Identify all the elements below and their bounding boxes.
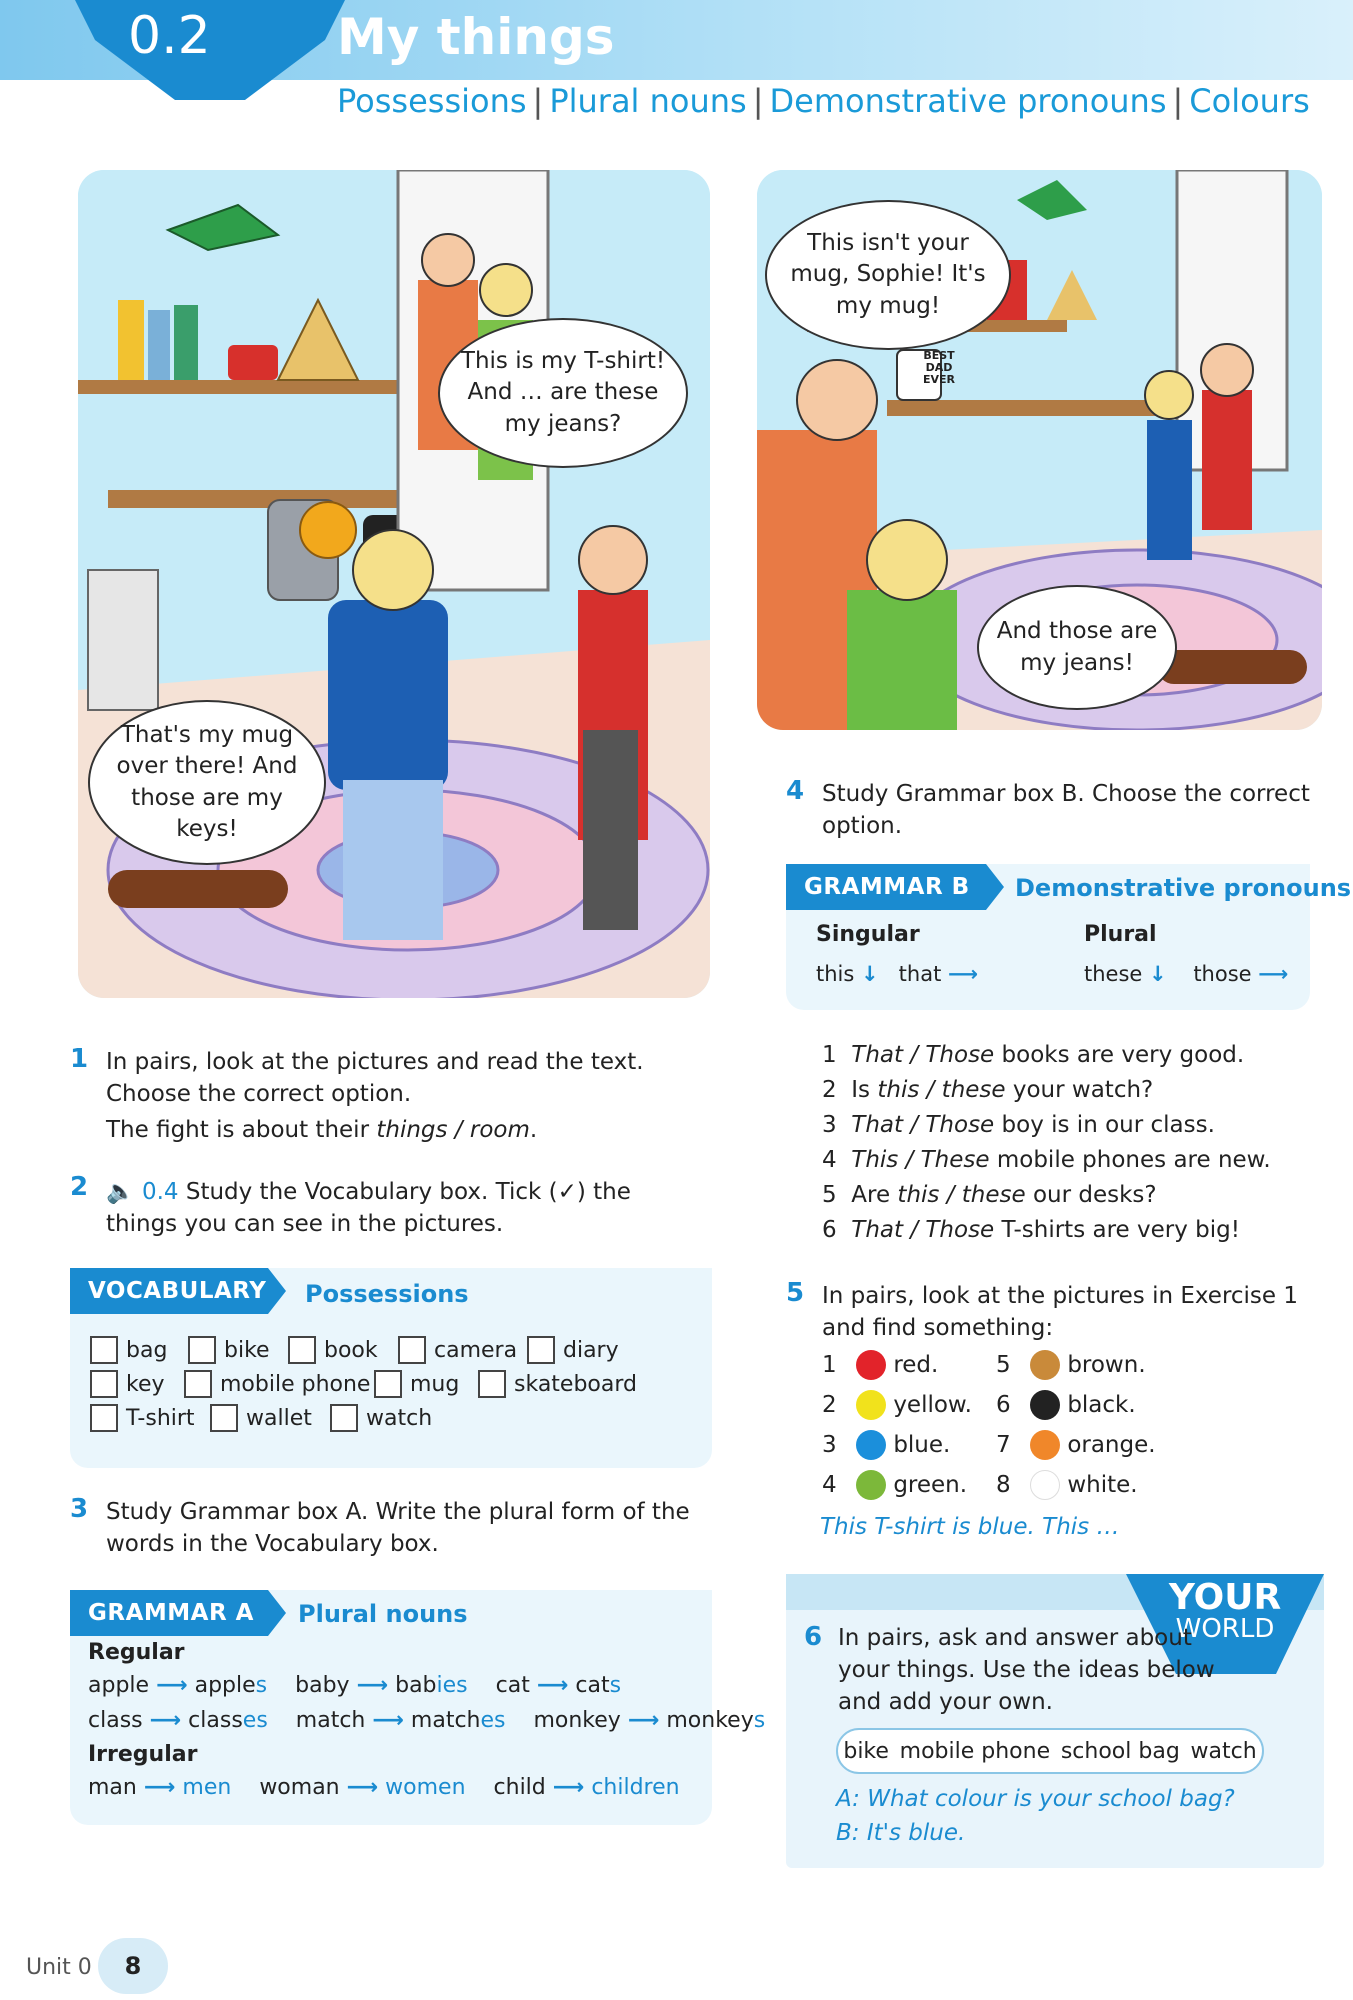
colour-item-black: 6 black. xyxy=(996,1392,1136,1418)
exercise-number: 5 xyxy=(786,1278,805,1308)
exercise-4-item-5: 5 Are this / these our desks? xyxy=(822,1182,1157,1208)
exercise-6-instruction: In pairs, ask and answer about your things. Use the ideas below and add your own. xyxy=(838,1625,1215,1715)
colour-item-orange: 7 orange. xyxy=(996,1432,1156,1458)
singular-forms: this ↓ that ⟶ xyxy=(816,962,979,986)
checkbox[interactable] xyxy=(210,1404,238,1432)
speech-bubble-tshirt: This is my T-shirt! And … are these my jeans? xyxy=(438,318,688,468)
colour-item-green: 4 green. xyxy=(822,1472,968,1498)
label-arrow xyxy=(986,864,1004,910)
answer-option[interactable]: things / room xyxy=(376,1117,530,1143)
grammar-b-title: Demonstrative pronouns xyxy=(1015,874,1352,902)
exercise-4-item-1: 1 That / Those books are very good. xyxy=(822,1042,1245,1068)
plural-label: Plural xyxy=(1084,922,1157,947)
exercise-number: 4 xyxy=(786,776,805,806)
colour-swatch xyxy=(856,1470,886,1500)
colour-swatch xyxy=(856,1390,886,1420)
colour-item-blue: 3 blue. xyxy=(822,1432,951,1458)
topic: Plural nouns xyxy=(549,82,747,120)
vocabulary-label: VOCABULARY xyxy=(70,1268,268,1314)
topic: Demonstrative pronouns xyxy=(769,82,1167,120)
plural-forms: these ↓ those ⟶ xyxy=(1084,962,1289,986)
regular-row-2: class ⟶ classes match ⟶ matches monkey ⟶ monkeys xyxy=(88,1708,766,1733)
instruction-text: Study the Vocabulary box. Tick (✓) the things you can see in the pictures. xyxy=(106,1179,631,1237)
vocab-item-wallet[interactable]: wallet xyxy=(210,1404,312,1432)
vocab-item-mug[interactable]: mug xyxy=(374,1370,459,1398)
vocab-item-mobile-phone[interactable]: mobile phone xyxy=(184,1370,370,1398)
vocab-item-skateboard[interactable]: skateboard xyxy=(478,1370,637,1398)
bedroom-scene-left xyxy=(78,170,710,998)
speech-bubble-mug-keys: That's my mug over there! And those are my keys! xyxy=(88,700,326,865)
vocabulary-title: Possessions xyxy=(305,1280,469,1308)
idea-item: watch xyxy=(1190,1738,1257,1764)
exercise-1-sentence xyxy=(106,1114,706,1146)
irregular-row: man ⟶ men woman ⟶ women child ⟶ children xyxy=(88,1775,680,1800)
grammar-a-label: GRAMMAR A xyxy=(70,1590,268,1636)
label-arrow xyxy=(268,1590,286,1636)
exercise-2-instruction xyxy=(106,1176,706,1240)
regular-label: Regular xyxy=(88,1640,185,1665)
colour-swatch xyxy=(1030,1390,1060,1420)
vocab-item-bag[interactable]: bag xyxy=(90,1336,167,1364)
your-world-badge-line1: YOUR xyxy=(1168,1577,1282,1618)
colour-swatch xyxy=(856,1350,886,1380)
checkbox[interactable] xyxy=(330,1404,358,1432)
checkbox[interactable] xyxy=(184,1370,212,1398)
illustration-bedroom-left xyxy=(78,170,710,998)
checkbox[interactable] xyxy=(478,1370,506,1398)
exercise-number: 2 xyxy=(70,1172,89,1202)
singular-label: Singular xyxy=(816,922,920,947)
checkbox[interactable] xyxy=(288,1336,316,1364)
exercise-5-instruction: In pairs, look at the pictures in Exercise 1 and find something: xyxy=(822,1283,1299,1341)
exercise-4-item-3: 3 That / Those boy is in our class. xyxy=(822,1112,1215,1138)
sentence-end: . xyxy=(529,1117,538,1143)
colour-item-red: 1 red. xyxy=(822,1352,939,1378)
page-number: 8 xyxy=(124,1952,142,1980)
sentence-start: The fight is about their xyxy=(106,1117,377,1143)
lesson-topics: Possessions | Plural nouns | Demonstrative pronouns | Colours xyxy=(337,82,1310,120)
vocab-item-key[interactable]: key xyxy=(90,1370,165,1398)
idea-item: school bag xyxy=(1060,1738,1180,1764)
footer-unit-label: Unit 0 xyxy=(26,1955,92,1980)
vocab-item-diary[interactable]: diary xyxy=(527,1336,619,1364)
exercise-number: 1 xyxy=(70,1044,89,1074)
checkbox[interactable] xyxy=(527,1336,555,1364)
colour-swatch xyxy=(1030,1350,1060,1380)
vocab-item-bike[interactable]: bike xyxy=(188,1336,270,1364)
label-arrow xyxy=(268,1268,286,1314)
dialogue-b: B: It's blue. xyxy=(836,1820,966,1846)
colour-swatch xyxy=(1030,1470,1060,1500)
grammar-b-label: GRAMMAR B xyxy=(786,864,986,910)
colour-swatch xyxy=(856,1430,886,1460)
unit-number: 0.2 xyxy=(128,6,211,66)
topic: Possessions xyxy=(337,82,527,120)
mug-label: BEST DAD EVER xyxy=(922,349,955,386)
dialogue-a: A: What colour is your school bag? xyxy=(836,1786,1235,1812)
colour-item-yellow: 2 yellow. xyxy=(822,1392,972,1418)
checkbox[interactable] xyxy=(374,1370,402,1398)
exercise-number: 6 xyxy=(804,1622,823,1652)
vocab-item-camera[interactable]: camera xyxy=(398,1336,517,1364)
irregular-label: Irregular xyxy=(88,1742,198,1767)
colour-item-brown: 5 brown. xyxy=(996,1352,1146,1378)
page-title: My things xyxy=(337,8,615,66)
checkbox[interactable] xyxy=(90,1336,118,1364)
grammar-a-title: Plural nouns xyxy=(298,1600,468,1628)
checkbox[interactable] xyxy=(90,1370,118,1398)
ideas-box xyxy=(836,1728,1264,1774)
idea-item: mobile phone xyxy=(899,1738,1051,1764)
audio-icon[interactable]: 🔈 xyxy=(106,1179,135,1205)
vocab-item-book[interactable]: book xyxy=(288,1336,378,1364)
checkbox[interactable] xyxy=(188,1336,216,1364)
regular-row-1: apple ⟶ apples baby ⟶ babies cat ⟶ cats xyxy=(88,1673,622,1698)
exercise-4-item-4: 4 This / These mobile phones are new. xyxy=(822,1147,1271,1173)
exercise-3-instruction: Study Grammar box A. Write the plural form of the words in the Vocabulary box. xyxy=(106,1499,690,1557)
colour-swatch xyxy=(1030,1430,1060,1460)
audio-track[interactable]: 0.4 xyxy=(141,1179,179,1205)
vocab-item-watch[interactable]: watch xyxy=(330,1404,432,1432)
vocab-item-tshirt[interactable]: T-shirt xyxy=(90,1404,195,1432)
your-world-badge-line2: WORLD xyxy=(1175,1614,1275,1644)
checkbox[interactable] xyxy=(398,1336,426,1364)
illustration-bedroom-right xyxy=(757,170,1322,730)
exercise-5-example: This T-shirt is blue. This … xyxy=(820,1514,1120,1540)
idea-item: bike xyxy=(843,1738,889,1764)
exercise-4-item-2: 2 Is this / these your watch? xyxy=(822,1077,1154,1103)
exercise-1-instruction: In pairs, look at the pictures and read the text. Choose the correct option. xyxy=(106,1049,644,1107)
topic: Colours xyxy=(1189,82,1310,120)
speech-bubble-jeans: And those are my jeans! xyxy=(977,585,1177,710)
speech-bubble-my-mug: This isn't your mug, Sophie! It's my mug! xyxy=(765,200,1011,350)
colour-item-white: 8 white. xyxy=(996,1472,1138,1498)
checkbox[interactable] xyxy=(90,1404,118,1432)
exercise-4-item-6: 6 That / Those T-shirts are very big! xyxy=(822,1217,1240,1243)
exercise-number: 3 xyxy=(70,1494,89,1524)
exercise-4-instruction: Study Grammar box B. Choose the correct option. xyxy=(822,781,1310,839)
